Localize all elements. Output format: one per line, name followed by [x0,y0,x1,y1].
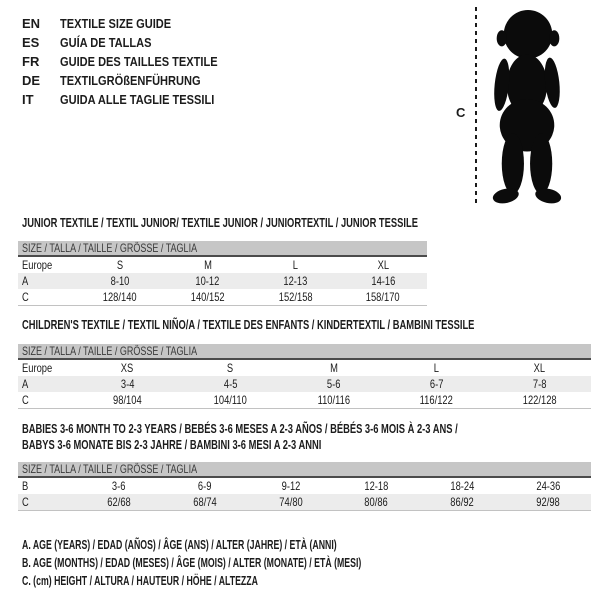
cell-text: 24-36 [536,479,561,493]
table-cell [282,361,385,375]
row-label [18,377,76,391]
legend-line-c-text: C. (cm) HEIGHT / ALTURA / HAUTEUR / HÖHE / ALTEZZA [22,574,258,588]
row-label-text: Europe [22,361,53,375]
size-header-label: SIZE / TALLA / TAILLE / GRÖSSE / TAGLIA [22,344,198,358]
table-cell [76,377,179,391]
cell-text: 5-6 [326,377,341,391]
table-cell [162,495,248,509]
legend-line-a-text: A. AGE (YEARS) / EDAD (AÑOS) / ÂGE (ANS) / ALTER (JAHRE) / ETÀ (ANNI) [22,538,337,552]
table-cell [282,377,385,391]
table-cell [488,361,591,375]
cell-text: 12-13 [283,274,308,288]
cell-text: 68/74 [193,495,217,509]
cell-text: 80/86 [364,495,389,509]
language-row [22,90,245,109]
legend-line-b [22,554,507,572]
table-row-age-months [18,478,591,494]
cell-text: XL [533,361,546,375]
table-cell [179,377,282,391]
legend-line-a [22,536,507,554]
cell-text: 6-9 [197,479,212,493]
row-label-text: Europe [22,258,53,272]
junior-size-table [18,241,427,306]
size-header-row [18,344,591,360]
babies-size-table [18,462,591,511]
table-cell [76,495,162,509]
height-measure-dashed-line [475,7,477,206]
table-cell [385,361,488,375]
table-cell [385,393,488,407]
cell-text: 10-12 [195,274,220,288]
cell-text: M [203,258,212,272]
row-label [18,361,76,375]
legend-line-c [22,572,507,590]
row-label-text: C [22,393,29,407]
row-label-text: C [22,495,29,509]
cell-text: XS [121,361,134,375]
language-row [22,14,245,33]
table-cell [505,479,591,493]
cell-text: 92/98 [536,495,560,509]
table-cell [76,479,162,493]
cell-text: 98/104 [113,393,142,407]
table-cell [76,274,164,288]
table-row-europe [18,257,427,273]
row-label-text: A [22,274,29,288]
table-cell [76,290,164,304]
language-row [22,52,245,71]
table-cell [248,495,334,509]
cell-text: L [433,361,440,375]
size-header-label: SIZE / TALLA / TAILLE / GRÖSSE / TAGLIA [22,241,198,255]
language-code: EN [22,16,41,31]
cell-text: 4-5 [223,377,238,391]
table-cell [488,377,591,391]
table-cell [164,258,252,272]
babies-section-title-line2: BABYS 3-6 MONATE BIS 2-3 JAHRE / BAMBINI 3-6 MESI A 2-3 ANNI [22,437,322,452]
cell-text: M [329,361,338,375]
cell-text: 8-10 [110,274,130,288]
row-label-text: C [22,290,29,304]
cell-text: 9-12 [281,479,300,493]
cell-text: L [292,258,298,272]
cell-text: 128/140 [102,290,137,304]
language-title: GUIDE DES TAILLES TEXTILE [60,54,218,69]
table-cell [76,361,179,375]
table-cell [252,274,340,288]
cell-text: 116/122 [419,393,454,407]
language-title: GUÍA DE TALLAS [60,35,152,50]
cell-text: 104/110 [213,393,248,407]
table-row-age [18,273,427,289]
table-cell [333,495,419,509]
cell-text: 74/80 [278,495,303,509]
cell-text: S [227,361,234,375]
cell-text: 110/116 [317,393,350,407]
junior-section-title-text: JUNIOR TEXTILE / TEXTIL JUNIOR/ TEXTILE JUNIOR / JUNIORTEXTIL / JUNIOR TESSILE [22,215,418,230]
cell-text: 3-4 [120,377,135,391]
table-cell [76,393,179,407]
table-cell [282,393,385,407]
language-code: DE [22,73,41,88]
language-code: IT [22,92,34,107]
children-size-table [18,344,591,409]
babies-section-title-line1: BABIES 3-6 MONTH TO 2-3 YEARS / BEBÉS 3-6 MESES A 2-3 AÑOS / BÉBÉS 3-6 MOIS À 2-3 ANS / [22,421,458,436]
table-row-height [18,392,591,408]
language-title-list [22,14,245,109]
table-cell [248,479,334,493]
babies-section-title [22,421,600,453]
language-title: GUIDA ALLE TAGLIE TESSILI [60,92,215,107]
table-row-age [18,376,591,392]
size-header-label: SIZE / TALLA / TAILLE / GRÖSSE / TAGLIA [22,462,198,476]
language-row [22,33,245,52]
cell-text: 140/152 [190,290,225,304]
table-cell [339,258,427,272]
table-cell [488,393,591,407]
row-label [18,258,76,272]
junior-section-title [22,215,572,231]
cell-text: 158/170 [366,290,401,304]
table-cell [76,258,164,272]
language-code: ES [22,35,40,50]
cell-text: 3-6 [112,479,126,493]
cell-text: 18-24 [450,479,475,493]
table-cell [179,393,282,407]
table-row-europe [18,360,591,376]
table-cell [333,479,419,493]
table-cell [419,479,505,493]
row-label [18,393,76,407]
language-code: FR [22,54,40,69]
table-row-height [18,494,591,510]
cell-text: 122/128 [522,393,557,407]
legend-line-b-text: B. AGE (MONTHS) / EDAD (MESES) / ÂGE (MOIS) / ALTER (MONATE) / ETÀ (MESI) [22,556,362,570]
cell-text: 14-16 [371,274,396,288]
language-title: TEXTILGRÖßENFÜHRUNG [60,73,201,88]
table-cell [164,290,252,304]
size-header-row [18,241,427,257]
table-cell [339,290,427,304]
cell-text: 62/68 [107,495,131,509]
row-label-text: A [22,377,29,391]
cell-text: XL [377,258,389,272]
cell-text: 152/158 [278,290,313,304]
children-section-title [22,317,600,333]
size-header-row [18,462,591,478]
cell-text: 12-18 [364,479,389,493]
children-section-title-text: CHILDREN'S TEXTILE / TEXTIL NIÑO/A / TEXTILE DES ENFANTS / KINDERTEXTIL / BAMBINI TESSILE [22,317,475,332]
table-cell [505,495,591,509]
table-cell [162,479,248,493]
cell-text: 86/92 [450,495,474,509]
table-cell [164,274,252,288]
cell-text: 6-7 [429,377,444,391]
table-cell [339,274,427,288]
language-title: TEXTILE SIZE GUIDE [60,16,172,31]
table-cell [252,290,340,304]
row-label [18,274,76,288]
row-label [18,290,76,304]
baby-silhouette-icon [486,4,568,206]
cell-text: 7-8 [532,377,547,391]
row-label [18,479,76,493]
table-row-height [18,289,427,305]
row-label-text: B [22,479,29,493]
table-cell [419,495,505,509]
table-cell [385,377,488,391]
row-label [18,495,76,509]
table-cell [252,258,340,272]
table-cell [179,361,282,375]
language-row [22,71,245,90]
measure-key-legend [22,536,507,590]
cell-text: S [116,258,123,272]
height-measure-label: C [456,105,466,120]
